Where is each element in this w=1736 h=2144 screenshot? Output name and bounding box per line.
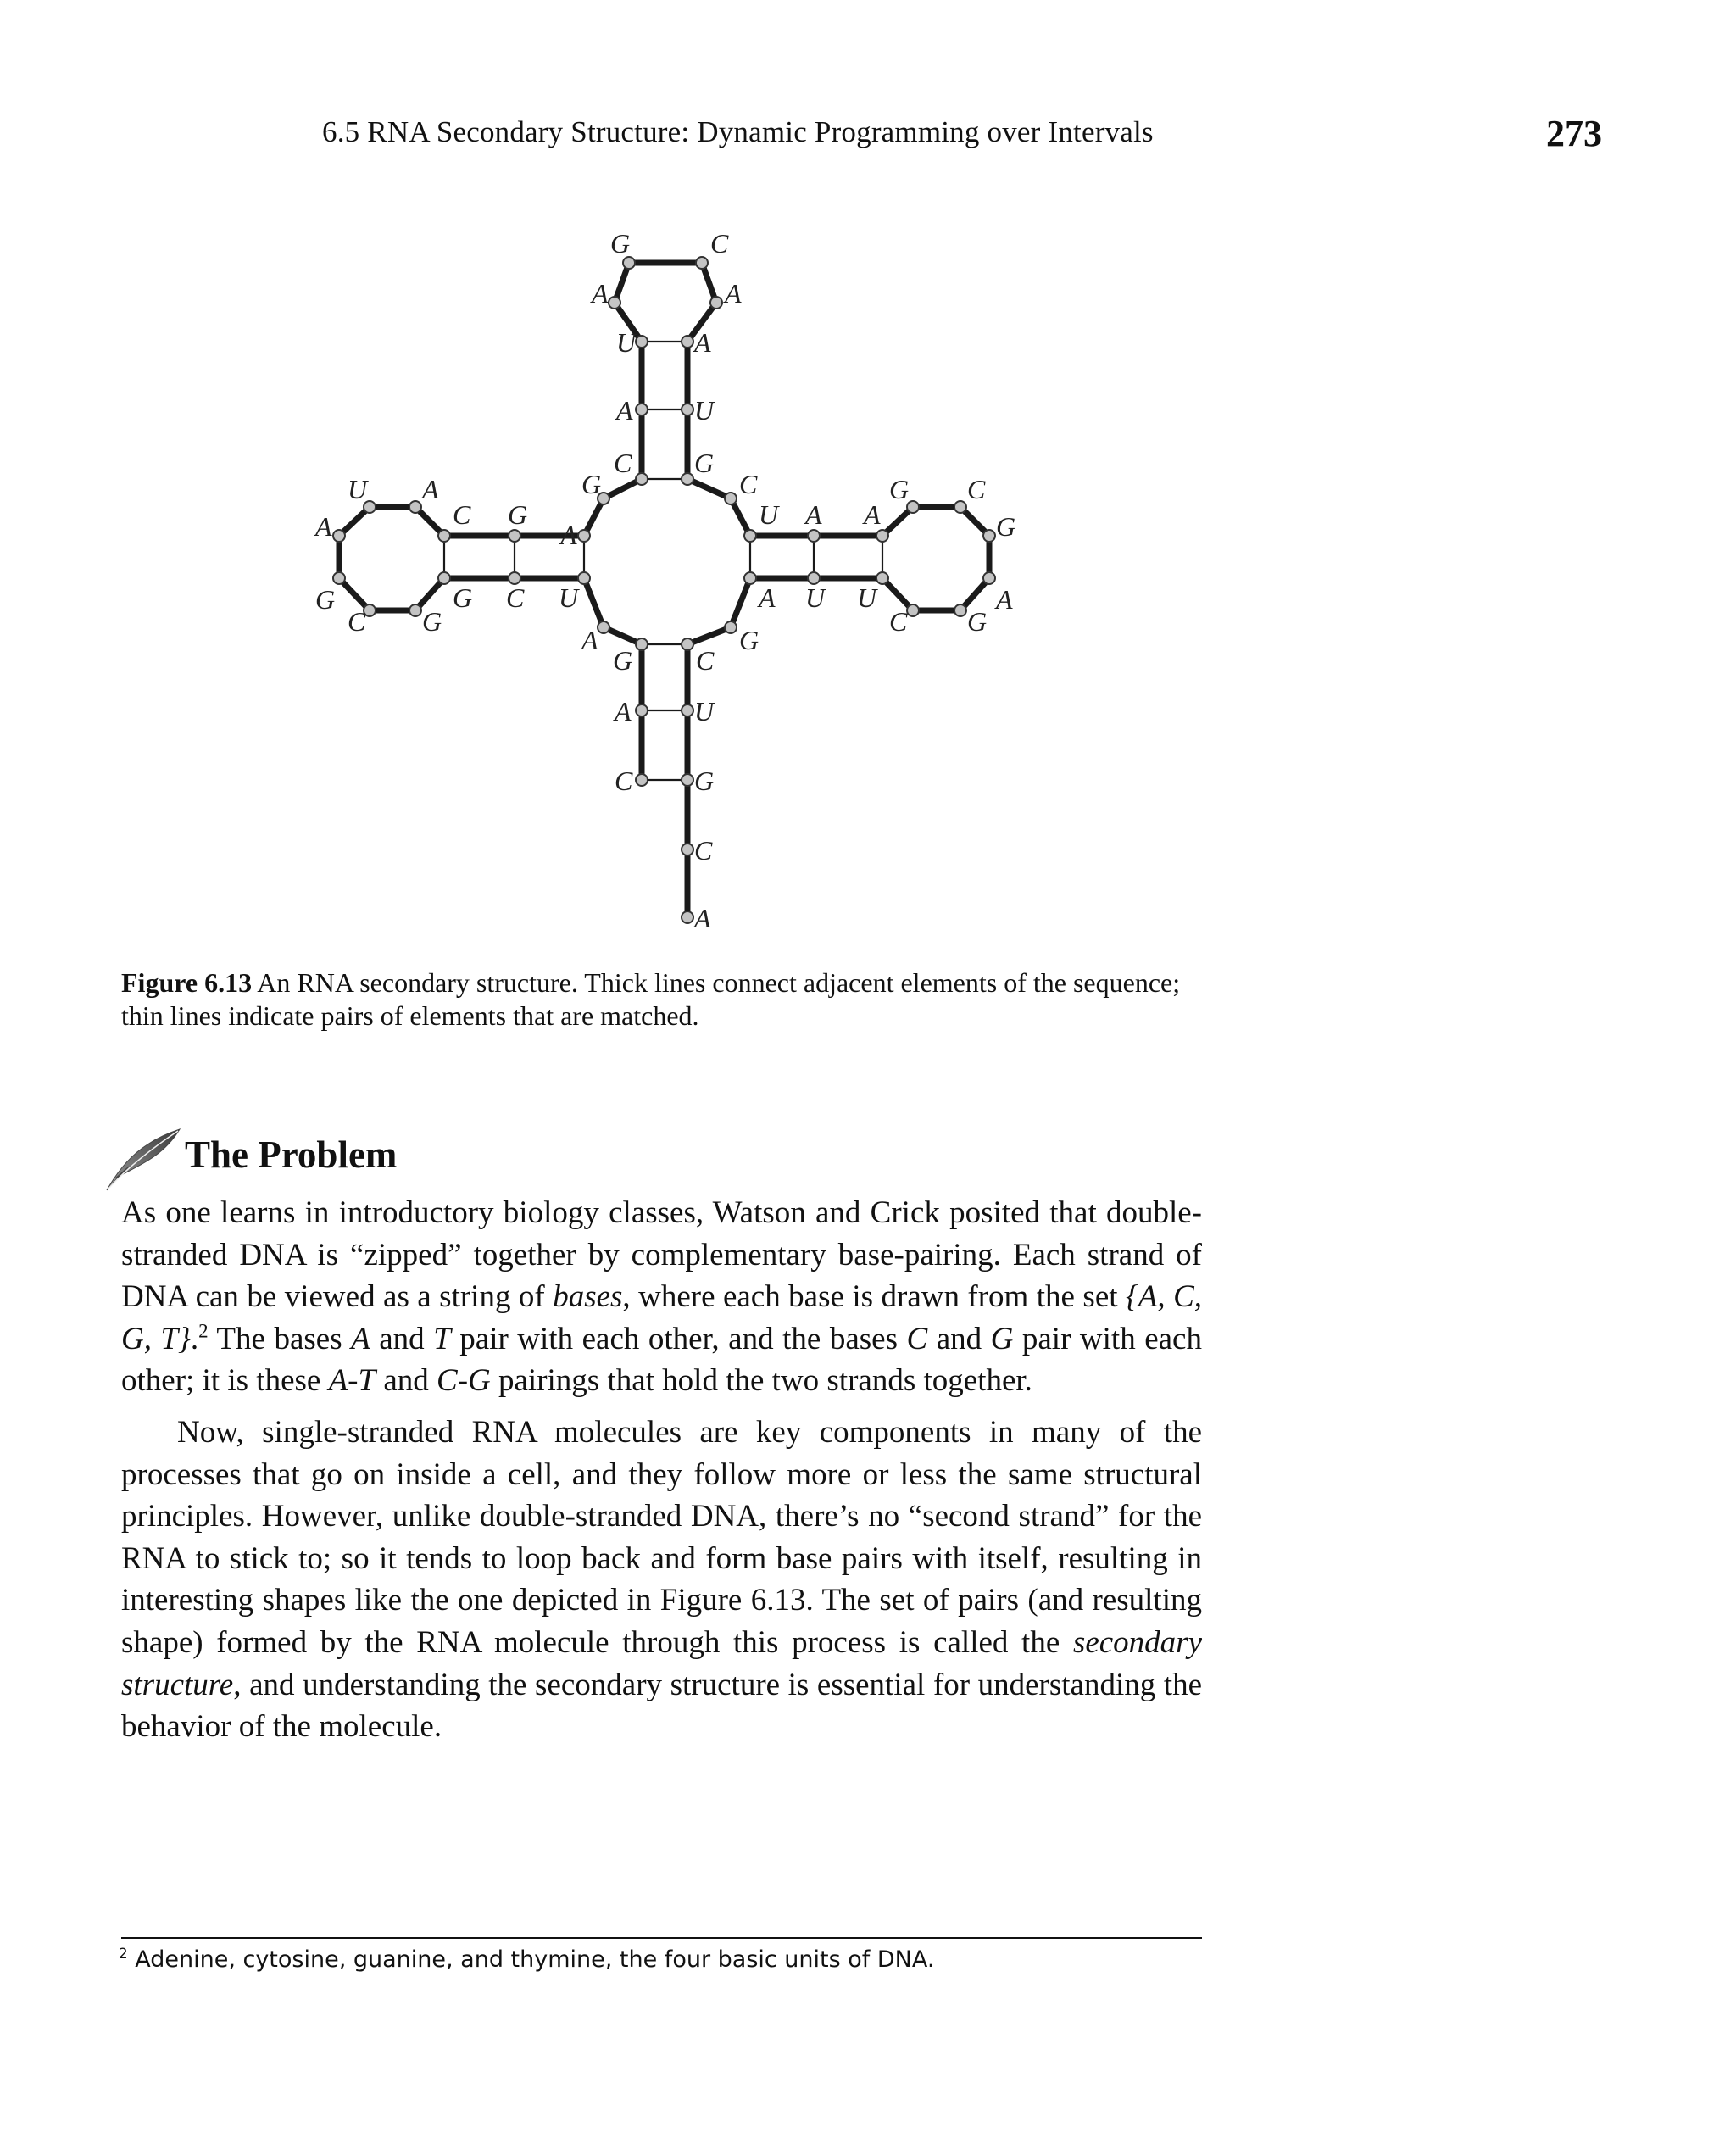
figure-caption <box>121 966 1202 1033</box>
base-label: U <box>694 696 715 727</box>
p1-text-6: pair with each other, and the bases <box>450 1321 907 1356</box>
base-node <box>636 638 648 650</box>
base-node <box>725 621 737 633</box>
base-label: U <box>616 327 637 358</box>
base-node <box>509 530 520 542</box>
base-node <box>983 572 995 584</box>
base-node <box>598 621 609 633</box>
base-label: C <box>506 582 525 613</box>
p1-base-t: T <box>433 1321 451 1356</box>
p1-text-8: pair with each other; it is these <box>121 1321 1202 1399</box>
p1-text-7: and <box>927 1321 991 1356</box>
base-label: U <box>805 582 826 613</box>
p1-base-a: A <box>351 1321 370 1356</box>
base-label: C <box>615 766 633 796</box>
base-label: C <box>696 645 715 676</box>
body-text <box>121 1192 1202 1748</box>
paragraph-1 <box>121 1192 1202 1402</box>
base-label: C <box>967 474 986 504</box>
base-node <box>744 530 756 542</box>
base-label: A <box>759 582 776 613</box>
base-label: U <box>694 395 715 426</box>
base-label: C <box>710 229 729 259</box>
base-label: C <box>889 606 908 637</box>
p2-text-1: Now, single-stranded RNA molecules are key components in many of the processes that go on inside a cell, and they follow more or less the same structural principles. However, unlike double-stranded DNA, there’s no “second strand” for the RNA to stick to; so it tends to loop back and form base pairs with itself, resulting in interesting shapes like the one depicted in Figure 6.13. The set of pairs (and resulting shape) formed by the RNA molecule through this process is called the <box>121 1414 1202 1660</box>
base-node <box>578 572 590 584</box>
base-node <box>682 336 693 348</box>
figure-label: Figure 6.13 <box>121 967 253 998</box>
base-node <box>954 604 966 616</box>
base-node <box>609 297 620 309</box>
p1-text-3: . <box>190 1321 199 1356</box>
p1-pair-at: A-T <box>328 1363 376 1399</box>
base-node <box>623 257 635 269</box>
p1-text-2: , where each base is drawn from the set <box>622 1279 1126 1315</box>
base-node <box>907 604 919 616</box>
rna-secondary-structure-figure <box>297 229 1060 941</box>
base-node <box>438 530 450 542</box>
base-node <box>744 572 756 584</box>
base-label: G <box>694 448 715 478</box>
base-label: A <box>805 499 822 530</box>
base-node <box>438 572 450 584</box>
base-node <box>636 473 648 485</box>
p2-term-secondary-structure: secondary structure <box>121 1624 1202 1702</box>
base-node <box>682 638 693 650</box>
p1-text-5: and <box>370 1321 434 1356</box>
base-label: G <box>694 766 715 796</box>
base-label: A <box>996 584 1013 615</box>
base-node <box>636 336 648 348</box>
base-node <box>636 774 648 786</box>
rna-backbone-line <box>339 263 989 917</box>
quill-pen-icon <box>103 1126 181 1194</box>
p1-base-set: {A, C, G, T} <box>121 1279 1203 1356</box>
section-title: The Problem <box>185 1133 398 1176</box>
base-label: U <box>857 582 877 613</box>
rna-pairs-group <box>444 342 882 780</box>
p1-text-4: The bases <box>208 1321 352 1356</box>
p1-text-9: and <box>376 1363 437 1399</box>
p1-text-1: As one learns in introductory biology classes, Watson and Crick posited that double-stranded DNA is “zipped” together by complementary base-pairing. Each strand of DNA can be viewed as a string of <box>121 1195 1202 1315</box>
base-label: G <box>315 584 336 615</box>
p2-text-2: , and understanding the secondary structure is essential for understanding the behavior of the molecule. <box>121 1667 1202 1745</box>
base-label: G <box>996 511 1016 542</box>
base-label: G <box>889 474 910 504</box>
base-label: C <box>453 499 471 530</box>
base-node <box>682 404 693 415</box>
base-label: G <box>422 606 442 637</box>
base-node <box>808 530 820 542</box>
base-node <box>636 704 648 716</box>
footnote-marker: 2 <box>119 1944 128 1962</box>
base-label: A <box>725 278 742 309</box>
footnote-rule <box>121 1937 1202 1939</box>
p1-base-c: C <box>906 1321 928 1356</box>
base-node <box>725 493 737 504</box>
base-node <box>682 774 693 786</box>
base-node <box>876 572 888 584</box>
base-label: A <box>694 903 711 933</box>
p1-pair-cg: C-G <box>437 1363 491 1399</box>
p1-term-bases: bases <box>553 1279 623 1315</box>
base-label: A <box>422 474 439 504</box>
base-node <box>578 530 590 542</box>
paragraph-2 <box>121 1412 1202 1748</box>
base-node <box>636 404 648 415</box>
base-label: G <box>613 645 633 676</box>
footnote-reference: 2 <box>198 1320 209 1342</box>
base-node <box>710 297 722 309</box>
footnote-text: Adenine, cytosine, guanine, and thymine, the four basic units of DNA. <box>127 1946 935 1973</box>
base-label: U <box>559 582 579 613</box>
base-label: G <box>453 582 473 613</box>
p1-text-10: pairings that hold the two strands together. <box>490 1363 1032 1399</box>
base-node <box>333 530 345 542</box>
p1-base-g: G <box>990 1321 1014 1356</box>
base-node <box>682 844 693 855</box>
base-node <box>409 604 421 616</box>
rna-backbone-group <box>339 263 989 917</box>
base-node <box>682 473 693 485</box>
base-label: G <box>581 469 602 499</box>
base-node <box>954 501 966 513</box>
base-label: A <box>615 696 632 727</box>
base-label: C <box>614 448 632 478</box>
footnote <box>119 1946 934 1973</box>
base-label: A <box>592 278 609 309</box>
base-label: C <box>348 606 366 637</box>
base-label: A <box>560 520 577 550</box>
page-number: 273 <box>1546 113 1602 154</box>
base-label: G <box>739 625 760 655</box>
base-label: C <box>739 469 758 499</box>
base-node <box>696 257 708 269</box>
base-label: A <box>694 327 711 358</box>
rna-labels-group <box>314 229 1015 933</box>
base-label: C <box>694 835 713 866</box>
base-node <box>682 911 693 923</box>
base-label: G <box>967 606 988 637</box>
base-node <box>876 530 888 542</box>
figure-caption-text: An RNA secondary structure. Thick lines connect adjacent elements of the sequence; thin lines indicate pairs of elements that are matched. <box>121 967 1181 1031</box>
base-label: A <box>616 395 633 426</box>
base-label: G <box>610 229 631 259</box>
base-node <box>333 572 345 584</box>
running-head: 6.5 RNA Secondary Structure: Dynamic Programming over Intervals <box>322 115 1154 148</box>
base-node <box>409 501 421 513</box>
base-label: U <box>348 474 368 504</box>
base-node <box>983 530 995 542</box>
base-label: A <box>864 499 881 530</box>
base-label: U <box>759 499 779 530</box>
base-label: A <box>581 625 598 655</box>
base-label: A <box>315 511 332 542</box>
base-node <box>682 704 693 716</box>
base-label: G <box>508 499 528 530</box>
